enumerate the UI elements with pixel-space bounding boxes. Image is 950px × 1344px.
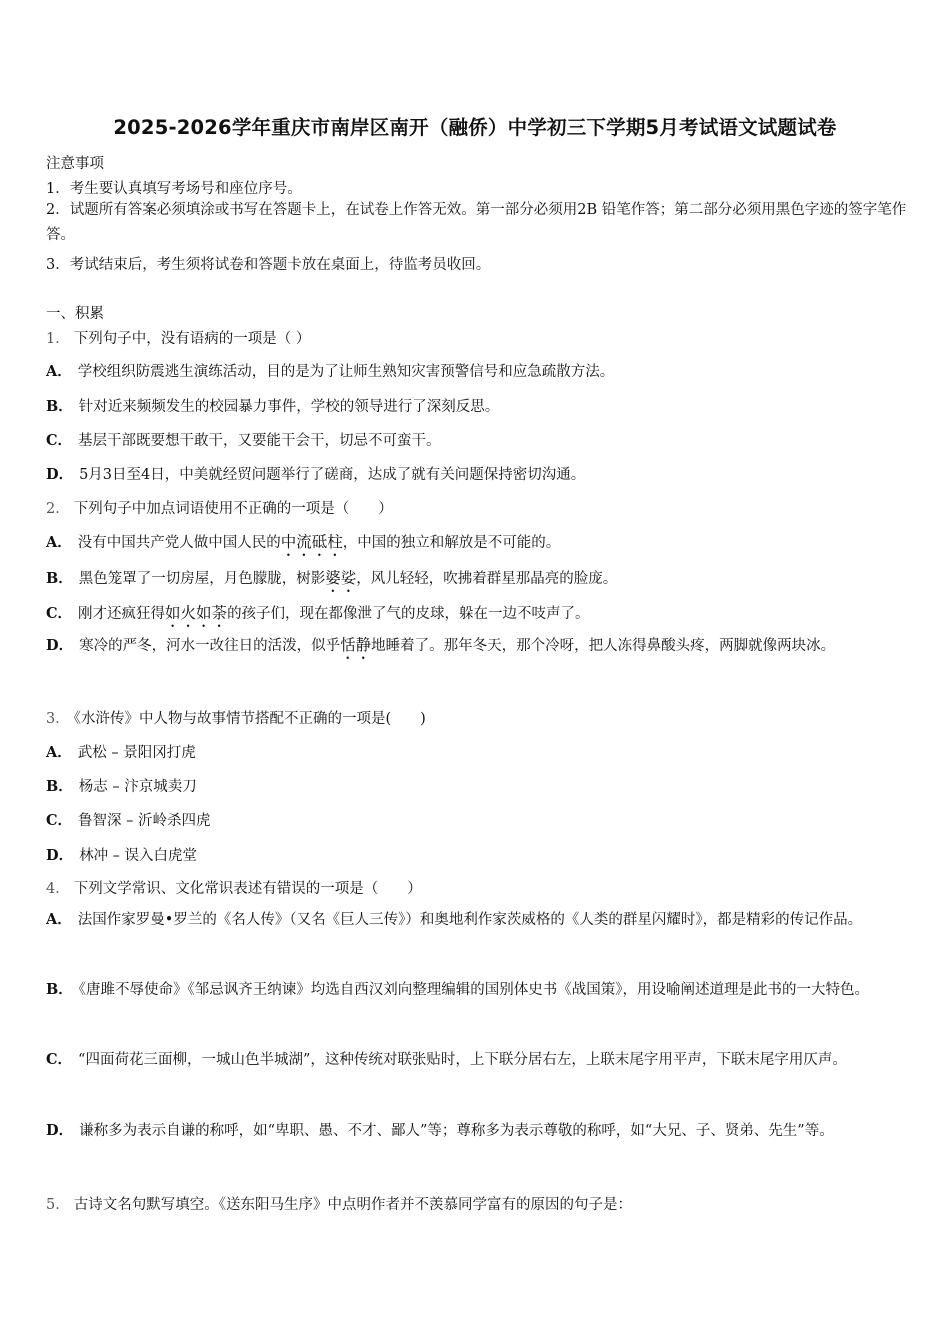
option-label: D． [46, 1122, 74, 1139]
option-text: 没有中国共产党人做中国人民的 [77, 535, 281, 551]
option-label: A． [46, 363, 72, 380]
notice-item-1: 1．考生要认真填写考场号和座位序号。 [46, 181, 302, 197]
option-text: 林冲 – 误入白虎堂 [79, 848, 198, 864]
section-heading: 一、积累 [46, 306, 104, 322]
q2-option-b [46, 566, 617, 596]
option-label: C． [46, 812, 73, 829]
option-label: A． [46, 534, 72, 551]
dotted-word: 如火如荼 [165, 604, 228, 622]
option-label: D． [46, 847, 74, 864]
option-label: B． [46, 570, 73, 587]
q1-option-d [46, 463, 585, 484]
question-stem: 下列句子中，没有语病的一项是（ ） [73, 331, 311, 347]
option-text: 法国作家罗曼•罗兰的《名人传》（又名《巨人三传》）和奥地利作家茨威格的《人类的群星闪耀时》，都是精彩的传记作品。 [77, 912, 863, 928]
option-text: 黑色笼罩了一切房屋，月色朦胧，树影 [78, 571, 326, 587]
option-label: A． [46, 744, 72, 761]
question-number: 3． [46, 711, 70, 727]
notice-item-2: 2．试题所有答案必须填涂或书写在答题卡上，在试卷上作答无效。第一部分必须用2B 铅笔作答；第二部分必须用黑色字迹的签字笔作答。 [46, 202, 907, 243]
q4-option-c [46, 1042, 908, 1078]
option-label: C． [46, 1051, 73, 1068]
question-1 [46, 327, 310, 348]
q3-option-b [46, 775, 197, 796]
option-label: B． [46, 981, 73, 998]
dotted-word: 恬静 [340, 636, 372, 654]
page-title: 2025-2026学年重庆市南岸区南开（融侨）中学初三下学期5月考试语文试题试卷 [113, 116, 837, 139]
option-label: B． [46, 398, 73, 415]
q2-option-d [46, 627, 908, 664]
q3-option-d [46, 844, 197, 865]
option-text: “四面荷花三面柳，一城山色半城湖”，这种传统对联张贴时，上下联分居右左，上联末尾字用平声，下联末尾字用仄声。 [78, 1052, 847, 1068]
option-text: 武松 – 景阳冈打虎 [77, 745, 196, 761]
option-text: 谦称多为表示自谦的称呼，如“卑职、愚、不才、鄙人”等；尊称多为表示尊敬的称呼，如“大兄、子、贤弟、先生”等。 [79, 1123, 834, 1139]
option-text: 地睡着了。那年冬天，那个冷呀，把人冻得鼻酸头疼，两脚就像两块冰。 [371, 638, 836, 654]
q4-option-b [46, 972, 908, 1008]
option-text: ，风儿轻轻，吹拂着群星那晶亮的脸庞。 [356, 571, 618, 587]
option-text: 5月3日至4日，中美就经贸问题举行了磋商，达成了就有关问题保持密切沟通。 [79, 467, 586, 483]
question-stem: 下列文学常识、文化常识表述有错误的一项是（ ） [73, 881, 422, 897]
q4-option-d [46, 1113, 908, 1149]
question-2 [46, 497, 393, 518]
question-5 [46, 1193, 632, 1214]
dotted-word: 中流砥柱 [280, 533, 343, 551]
question-number: 1． [46, 331, 70, 347]
q3-option-c [46, 809, 211, 830]
q1-option-c [46, 429, 441, 450]
option-text: 学校组织防震逃生演练活动，目的是为了让师生熟知灾害预警信号和应急疏散方法。 [77, 364, 615, 380]
question-stem: 古诗文名句默写填空。《送东阳马生序》中点明作者并不羡慕同学富有的原因的句子是： [73, 1197, 632, 1213]
q3-option-a [46, 741, 196, 762]
question-number: 2． [46, 501, 70, 517]
option-label: D． [46, 466, 74, 483]
q1-option-a [46, 360, 614, 381]
question-stem: 《水浒传》中人物与故事情节搭配不正确的一项是( ) [73, 711, 426, 727]
question-3 [46, 707, 426, 728]
notice-item-3: 3．考试结束后，考生须将试卷和答题卡放在桌面上，待监考员收回。 [46, 257, 491, 273]
option-text: 鲁智深 – 沂岭杀四虎 [78, 813, 211, 829]
option-text: 针对近来频频发生的校园暴力事件，学校的领导进行了深刻反思。 [78, 399, 500, 415]
option-text: ，中国的独立和解放是不可能的。 [342, 535, 561, 551]
q2-option-a [46, 530, 560, 560]
option-label: A． [46, 911, 72, 928]
notice-heading: 注意事项 [46, 156, 104, 172]
q1-option-b [46, 395, 499, 416]
option-text: 寒冷的严冬，河水一改往日的活泼，似乎 [79, 638, 341, 654]
question-4 [46, 877, 422, 898]
question-number: 4． [46, 881, 70, 897]
option-text: 基层干部既要想干敢干，又要能干会干，切忌不可蛮干。 [78, 433, 441, 449]
option-label: C． [46, 605, 73, 622]
option-label: B． [46, 778, 73, 795]
question-stem: 下列句子中加点词语使用不正确的一项是（ ） [73, 501, 393, 517]
question-number: 5． [46, 1197, 70, 1213]
option-text: 刚才还疯狂得 [78, 606, 166, 622]
dotted-word: 婆娑 [325, 569, 357, 587]
option-label: C． [46, 432, 73, 449]
option-text: 的孩子们，现在都像泄了气的皮球，躲在一边不吱声了。 [227, 606, 590, 622]
option-text: 《唐雎不辱使命》《邹忌讽齐王纳谏》均选自西汉刘向整理编辑的国别体史书《战国策》，用设喻阐述道理是此书的一大特色。 [78, 982, 870, 998]
q4-option-a [46, 902, 908, 938]
option-label: D． [46, 637, 74, 654]
option-text: 杨志 – 汴京城卖刀 [78, 779, 197, 795]
